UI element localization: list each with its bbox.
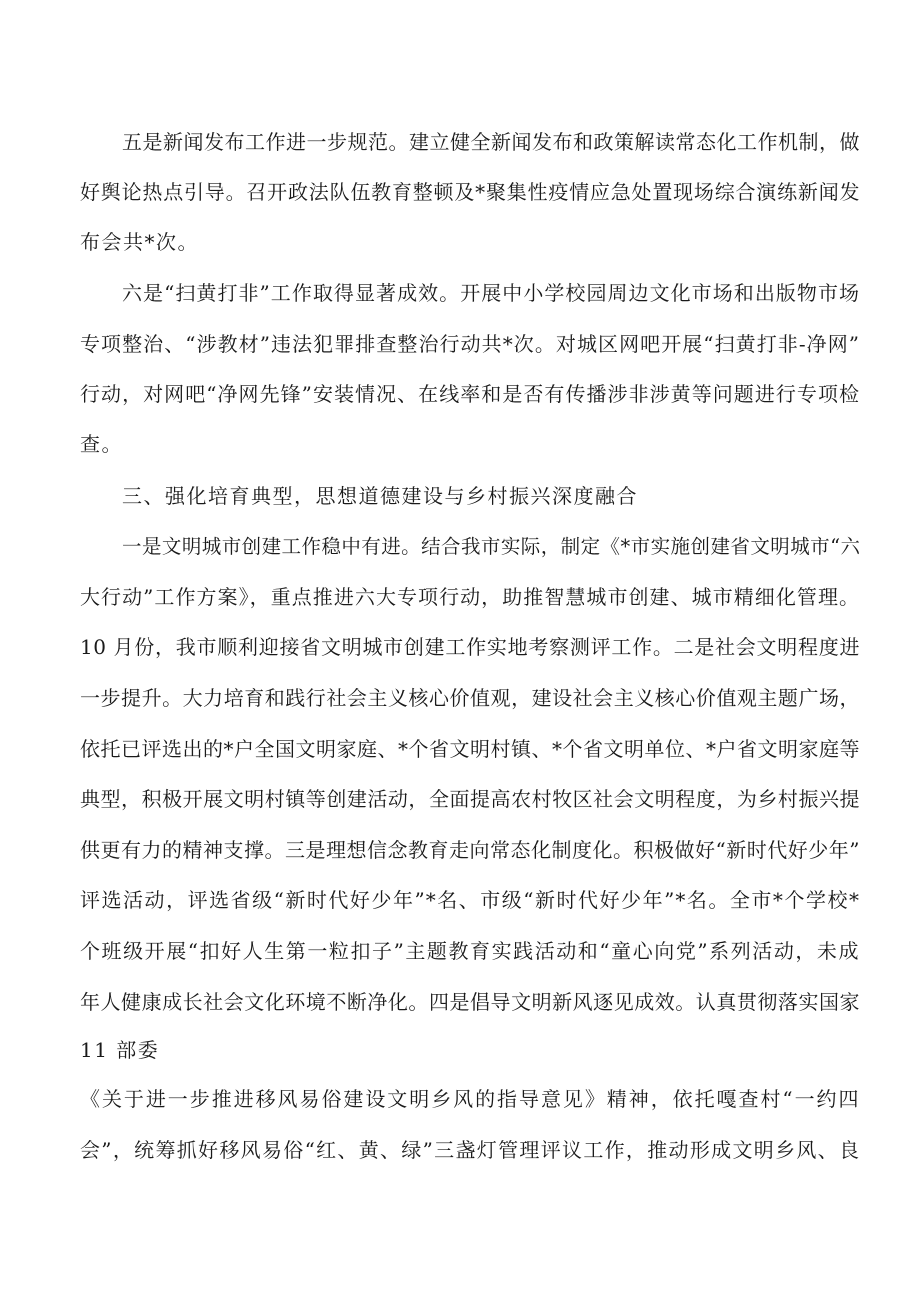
- paragraph-civ-line-12: 《关于进一步推进移风易俗建设文明乡风的指导意见》精神，依托嘎查村“一约四: [80, 1087, 860, 1111]
- paragraph-civ-line-2: 大行动”工作方案》，重点推进六大专项行动，助推智慧城市创建、城市精细化管理。: [80, 585, 860, 609]
- paragraph-civ-line-1: 一是文明城市创建工作稳中有进。结合我市实际，制定《*市实施创建省文明城市“六: [122, 535, 860, 558]
- paragraph-5-line-3: 布会共*次。: [80, 230, 199, 254]
- paragraph-civ-line-13: 会”，统筹抓好移风易俗“红、黄、绿”三盏灯管理评议工作，推动形成文明乡风、良: [80, 1138, 860, 1162]
- paragraph-civ-line-8: 评选活动，评选省级“新时代好少年”*名、市级“新时代好少年”*名。全市*个学校*: [80, 888, 860, 912]
- paragraph-6-line-4: 查。: [80, 432, 123, 456]
- paragraph-civ-line-9: 个班级开展“扣好人生第一粒扣子”主题教育实践活动和“童心向党”系列活动，未成: [80, 939, 860, 963]
- paragraph-civ-line-3: 10 月份，我市顺利迎接省文明城市创建工作实地考察测评工作。二是社会文明程度进: [80, 635, 860, 659]
- paragraph-civ-line-4: 一步提升。大力培育和践行社会主义核心价值观，建设社会主义核心价值观主题广场，: [80, 686, 860, 710]
- paragraph-civ-line-10: 年人健康成长社会文化环境不断净化。四是倡导文明新风逐见成效。认真贯彻落实国家: [80, 990, 860, 1014]
- paragraph-civ-line-5: 依托已评选出的*户全国文明家庭、*个省文明村镇、*个省文明单位、*户省文明家庭等: [80, 737, 860, 761]
- section-heading-3: 三、强化培育典型，思想道德建设与乡村振兴深度融合: [122, 484, 638, 508]
- paragraph-civ-line-6: 典型，积极开展文明村镇等创建活动，全面提高农村牧区社会文明程度，为乡村振兴提: [80, 787, 860, 811]
- paragraph-6-line-3: 行动，对网吧“净网先锋”安装情况、在线率和是否有传播涉非涉黄等问题进行专项检: [80, 382, 860, 406]
- paragraph-6-line-2: 专项整治、“涉教材”违法犯罪排查整治行动共*次。对城区网吧开展“扫黄打非-净网”: [80, 332, 860, 356]
- paragraph-civ-line-7: 供更有力的精神支撑。三是理想信念教育走向常态化制度化。积极做好“新时代好少年”: [80, 838, 860, 862]
- paragraph-civ-line-11: 11 部委: [80, 1038, 160, 1062]
- paragraph-5-line-1: 五是新闻发布工作进一步规范。建立健全新闻发布和政策解读常态化工作机制，做: [122, 130, 860, 154]
- paragraph-5-line-2: 好舆论热点引导。召开政法队伍教育整顿及*聚集性疫情应急处置现场综合演练新闻发: [80, 180, 860, 204]
- paragraph-6-line-1: 六是“扫黄打非”工作取得显著成效。开展中小学校园周边文化市场和出版物市场: [122, 281, 860, 305]
